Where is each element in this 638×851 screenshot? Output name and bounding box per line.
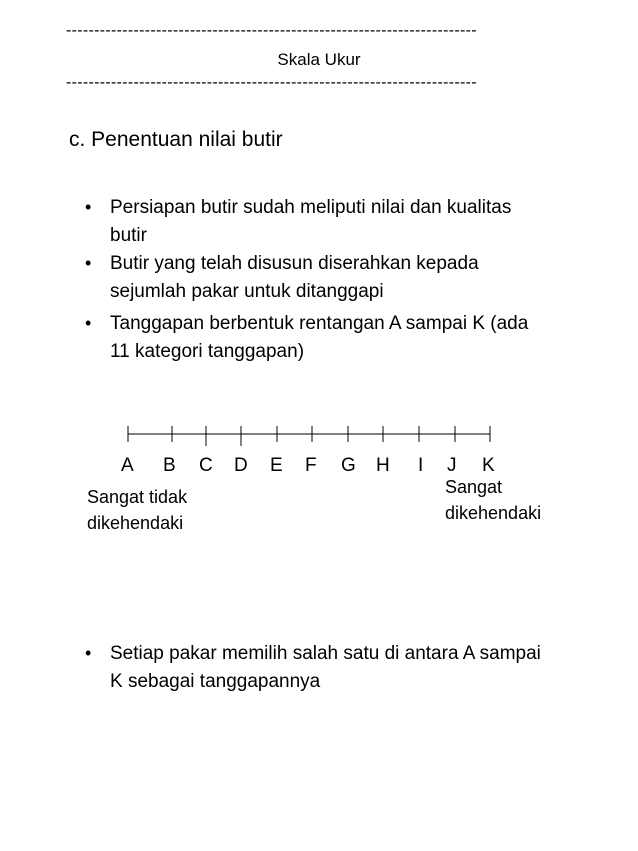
bullet-item-1-line2: butir	[110, 225, 147, 246]
bullet-item-4-line1: Setiap pakar memilih salah satu di antara A sampai	[110, 643, 541, 664]
bullet-item-3-line2: 11 kategori tanggapan)	[110, 341, 305, 362]
bullet-item-2-line2: sejumlah pakar untuk ditanggapi	[110, 281, 384, 302]
header-rule-bottom: -------------------------------------------------------------------------	[66, 74, 477, 91]
bullet-dot-3: •	[85, 313, 92, 333]
scale-right-label-line1: Sangat	[445, 477, 503, 497]
scale-letter-a: A	[121, 455, 134, 476]
bullet-item-2-line1: Butir yang telah disusun diserahkan kepada	[110, 253, 479, 274]
scale-letter-c: C	[199, 455, 213, 476]
scale-letter-f: F	[305, 455, 317, 476]
bullet-item-4-line2: K sebagai tanggapannya	[110, 671, 321, 692]
bullet-item-3-line1: Tanggapan berbentuk rentangan A sampai K (ada	[110, 313, 529, 334]
scale-letter-j: J	[447, 455, 457, 476]
scale-letter-i: I	[418, 455, 424, 476]
scale-letter-h: H	[376, 455, 390, 476]
bullet-item-4	[110, 640, 541, 696]
scale-letter-k: K	[482, 455, 495, 476]
scale-left-label	[87, 484, 187, 536]
scale-letter-b: B	[163, 455, 176, 476]
bullet-dot-1: •	[85, 197, 92, 217]
scale-right-label	[445, 474, 541, 526]
page-title: Skala Ukur	[277, 50, 361, 69]
bullet-dot-4: •	[85, 643, 92, 663]
scale-left-label-line2: dikehendaki	[87, 513, 184, 533]
scale-letter-d: D	[234, 455, 248, 476]
bullet-item-1-line1: Persiapan butir sudah meliputi nilai dan kualitas	[110, 197, 512, 218]
scale-left-label-line1: Sangat tidak	[87, 487, 188, 507]
bullet-dot-2: •	[85, 253, 92, 273]
scale-letter-e: E	[270, 455, 283, 476]
section-heading: c. Penentuan nilai butir	[69, 128, 283, 151]
scale-right-label-line2: dikehendaki	[445, 503, 542, 523]
scale-letter-g: G	[341, 455, 356, 476]
header-rule-top: -------------------------------------------------------------------------	[66, 22, 477, 39]
